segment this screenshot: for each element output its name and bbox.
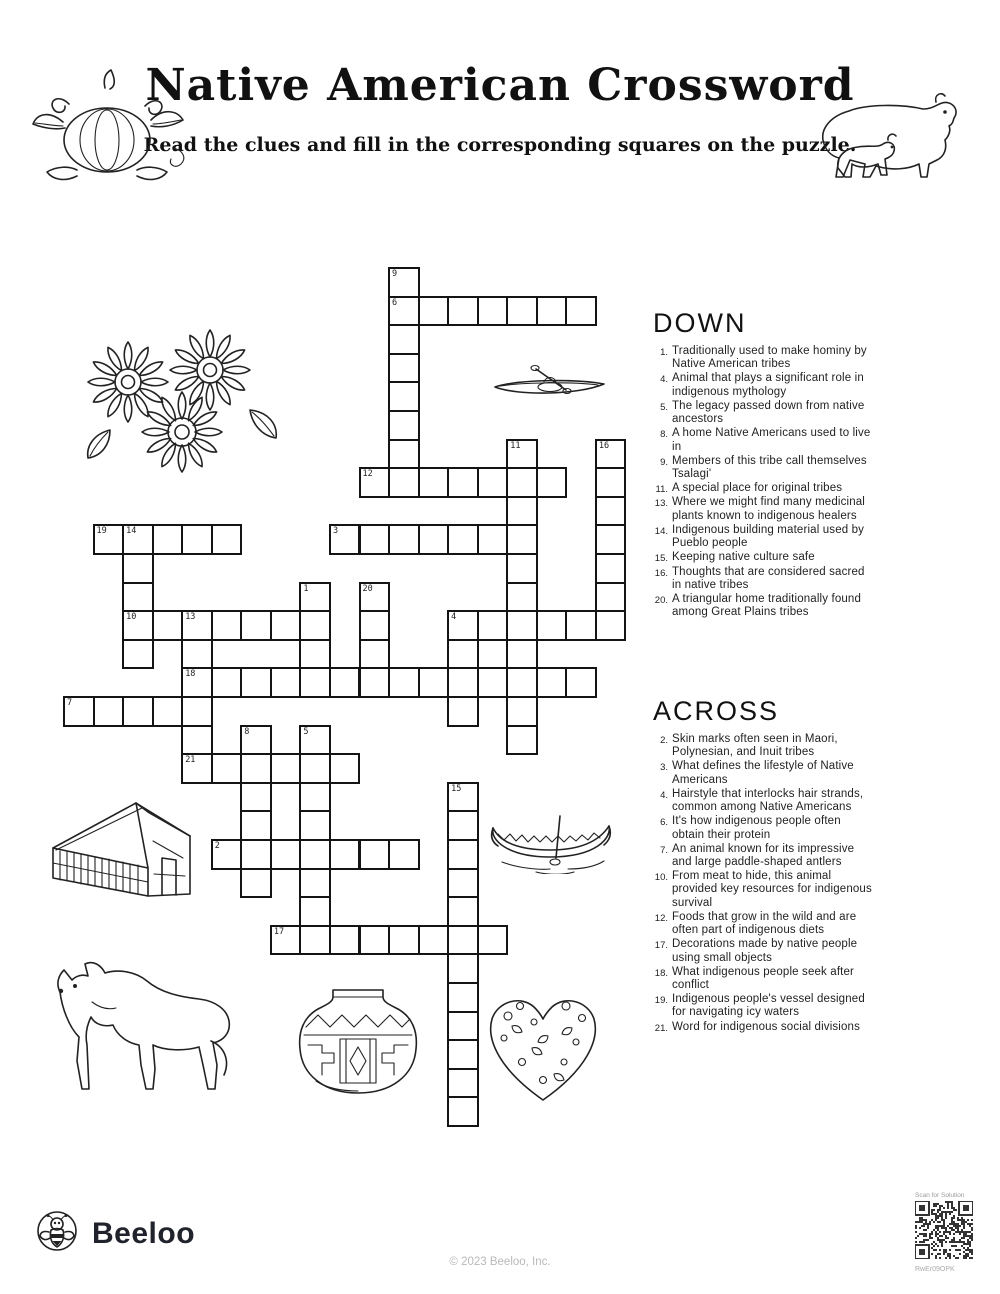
crossword-cell[interactable] — [477, 925, 509, 956]
cell-number: 15 — [451, 783, 462, 794]
crossword-cell[interactable] — [240, 782, 272, 813]
clue-text: Thoughts that are considered sacred in native tribes — [672, 565, 865, 591]
crossword-cell[interactable] — [447, 524, 479, 555]
clue-item — [653, 372, 875, 398]
crossword-cell[interactable] — [299, 839, 331, 870]
clue-text: Traditionally used to make hominy by Native American tribes — [672, 345, 867, 371]
crossword-cell[interactable] — [388, 839, 420, 870]
crossword-cell[interactable] — [388, 410, 420, 441]
crossword-cell[interactable] — [595, 582, 627, 613]
crossword-cell[interactable] — [122, 553, 154, 584]
crossword-cell[interactable] — [595, 496, 627, 527]
qr-label: Scan for Solution — [915, 1192, 965, 1199]
crossword-cell[interactable] — [447, 810, 479, 841]
crossword-cell[interactable] — [447, 839, 479, 870]
crossword-cell[interactable] — [359, 610, 391, 641]
clue-number: 5. — [660, 401, 668, 413]
sunflowers-icon — [70, 320, 315, 488]
crossword-cell[interactable] — [447, 925, 479, 956]
crossword-cell[interactable] — [329, 753, 361, 784]
clue-item — [653, 760, 875, 786]
clue-number: 9. — [660, 456, 668, 468]
cell-number: 10 — [126, 612, 137, 623]
crossword-cell[interactable] — [388, 381, 420, 412]
crossword-cell[interactable] — [240, 868, 272, 899]
crossword-cell[interactable] — [447, 667, 479, 698]
crossword-cell[interactable] — [447, 868, 479, 899]
clue-text: Members of this tribe call themselves Tsalagi' — [672, 454, 867, 480]
bee-logo-icon — [36, 1210, 78, 1257]
cell-number: 4 — [451, 612, 457, 623]
clue-item — [653, 733, 875, 759]
crossword-cell[interactable] — [418, 524, 450, 555]
clue-text: Indigenous people's vessel designed for navigating icy waters — [672, 993, 865, 1019]
crossword-cell[interactable] — [299, 610, 331, 641]
crossword-cell[interactable] — [447, 610, 479, 641]
crossword-cell[interactable] — [447, 782, 479, 813]
clue-item — [653, 593, 875, 619]
crossword-cell[interactable] — [329, 667, 361, 698]
crossword-cell[interactable] — [506, 725, 538, 756]
crossword-cell[interactable] — [181, 725, 213, 756]
clue-number: 10. — [654, 872, 668, 884]
canoe-icon — [488, 812, 616, 874]
crossword-cell[interactable] — [388, 324, 420, 355]
cell-number: 2 — [214, 841, 220, 851]
crossword-cell[interactable] — [388, 925, 420, 956]
clue-text: Animal that plays a significant role in indigenous mythology — [672, 372, 864, 398]
crossword-cell[interactable] — [152, 610, 184, 641]
floral-heart-icon — [478, 978, 608, 1112]
crossword-cell[interactable] — [359, 667, 391, 698]
clue-number: 12. — [654, 912, 668, 924]
crossword-cell[interactable] — [418, 296, 450, 327]
cell-number: 17 — [273, 926, 285, 937]
crossword-cell[interactable] — [299, 925, 331, 956]
clue-number: 19. — [654, 995, 668, 1007]
clue-item — [653, 815, 875, 841]
crossword-cell[interactable] — [122, 524, 154, 555]
clue-text: Where we might find many medicinal plants known to indigenous healers — [672, 496, 866, 522]
crossword-cell[interactable] — [211, 524, 243, 555]
pottery-icon — [288, 983, 428, 1110]
crossword-cell[interactable] — [299, 582, 331, 613]
across-heading: ACROSS — [653, 696, 780, 726]
clue-item — [653, 496, 875, 522]
bear-icon — [808, 76, 973, 200]
cell-number: 12 — [362, 469, 373, 480]
crossword-cell[interactable] — [122, 696, 154, 727]
crossword-cell[interactable] — [299, 725, 331, 756]
crossword-cell[interactable] — [122, 582, 154, 613]
crossword-cell[interactable] — [270, 753, 302, 784]
crossword-cell[interactable] — [447, 1068, 479, 1099]
clue-item — [653, 524, 875, 550]
crossword-cell[interactable] — [477, 667, 509, 698]
clue-number: 4. — [660, 374, 668, 386]
cell-number: 13 — [185, 612, 196, 623]
cell-number: 18 — [185, 669, 196, 680]
cell-number: 16 — [598, 440, 610, 451]
cell-number: 20 — [362, 583, 373, 594]
crossword-cell[interactable] — [240, 839, 272, 870]
cell-number: 6 — [392, 297, 398, 308]
crossword-cell[interactable] — [418, 467, 450, 498]
crossword-cell[interactable] — [63, 696, 95, 727]
crossword-cell[interactable] — [388, 524, 420, 555]
clue-number: 6. — [660, 817, 668, 829]
crossword-cell[interactable] — [447, 467, 479, 498]
crossword-cell[interactable] — [359, 467, 391, 498]
qr-code-text: RwEr09OPK — [915, 1266, 955, 1273]
clue-text: What defines the lifestyle of Native Americans — [672, 760, 854, 786]
crossword-cell[interactable] — [447, 296, 479, 327]
longhouse-icon — [50, 796, 198, 904]
crossword-cell[interactable] — [477, 610, 509, 641]
clue-number: 2. — [660, 735, 668, 746]
clue-number: 21. — [654, 1022, 668, 1034]
crossword-cell[interactable] — [536, 667, 568, 698]
crossword-cell[interactable] — [270, 610, 302, 641]
crossword-cell[interactable] — [359, 582, 391, 613]
clue-text: A home Native Americans used to live in — [672, 427, 871, 453]
crossword-cell[interactable] — [181, 696, 213, 727]
clue-text: Keeping native culture safe — [672, 551, 815, 564]
crossword-cell[interactable] — [418, 925, 450, 956]
clue-number: 17. — [654, 940, 668, 952]
clue-number: 20. — [654, 594, 668, 606]
clue-number: 11. — [655, 484, 668, 496]
crossword-cell[interactable] — [299, 810, 331, 841]
crossword-cell[interactable] — [447, 1011, 479, 1042]
crossword-cell[interactable] — [240, 810, 272, 841]
crossword-cell[interactable] — [152, 524, 184, 555]
crossword-cell[interactable] — [447, 982, 479, 1013]
crossword-cell[interactable] — [536, 610, 568, 641]
cell-number: 8 — [244, 726, 250, 737]
crossword-cell[interactable] — [122, 610, 154, 641]
brand-name: Beeloo — [92, 1216, 196, 1250]
clue-text: Indigenous building material used by Pueblo people — [672, 523, 865, 550]
copyright-text: © 2023 Beeloo, Inc. — [449, 1256, 551, 1268]
crossword-cell[interactable] — [565, 667, 597, 698]
clue-item — [653, 551, 875, 564]
down-clues-section — [653, 308, 875, 620]
clue-text: A triangular home traditionally found among Great Plains tribes — [672, 592, 862, 619]
cell-number: 21 — [185, 755, 196, 766]
clue-text: Hairstyle that interlocks hair strands, common among Native Americans — [672, 787, 864, 814]
crossword-cell[interactable] — [536, 296, 568, 327]
clue-item — [653, 482, 875, 495]
crossword-cell[interactable] — [388, 296, 420, 327]
crossword-cell[interactable] — [93, 696, 125, 727]
cell-number: 5 — [303, 726, 309, 737]
crossword-cell[interactable] — [152, 696, 184, 727]
crossword-cell[interactable] — [211, 839, 243, 870]
crossword-cell[interactable] — [595, 524, 627, 555]
crossword-cell[interactable] — [181, 639, 213, 670]
clue-text: From meat to hide, this animal provided key resources for indigenous survival — [672, 870, 872, 909]
crossword-cell[interactable] — [506, 439, 538, 470]
crossword-cell[interactable] — [240, 667, 272, 698]
wolf-icon — [50, 940, 242, 1098]
clue-number: 4. — [660, 789, 668, 801]
crossword-cell[interactable] — [359, 639, 391, 670]
crossword-cell[interactable] — [299, 782, 331, 813]
clue-number: 18. — [654, 967, 668, 979]
crossword-cell[interactable] — [506, 296, 538, 327]
crossword-cell[interactable] — [211, 667, 243, 698]
qr-section — [915, 1192, 977, 1273]
kayak-icon — [492, 360, 607, 405]
crossword-cell[interactable] — [181, 667, 213, 698]
crossword-cell[interactable] — [122, 639, 154, 670]
crossword-cell[interactable] — [270, 667, 302, 698]
crossword-cell[interactable] — [388, 439, 420, 470]
crossword-cell[interactable] — [595, 610, 627, 641]
clue-number: 16. — [654, 567, 668, 579]
clue-item — [653, 911, 875, 937]
clue-item — [653, 938, 875, 964]
crossword-cell[interactable] — [595, 467, 627, 498]
crossword-cell[interactable] — [299, 896, 331, 927]
crossword-cell[interactable] — [388, 267, 420, 298]
crossword-cell[interactable] — [181, 610, 213, 641]
crossword-cell[interactable] — [506, 696, 538, 727]
clue-text: A special place for original tribes — [672, 482, 843, 495]
crossword-cell[interactable] — [477, 524, 509, 555]
clue-text: What indigenous people seek after conflict — [672, 965, 855, 991]
crossword-cell[interactable] — [447, 1039, 479, 1070]
clue-number: 13. — [654, 498, 668, 510]
cell-number: 19 — [96, 526, 107, 537]
clue-item — [653, 966, 875, 992]
crossword-cell[interactable] — [536, 467, 568, 498]
crossword-cell[interactable] — [329, 925, 361, 956]
clue-number: 14. — [654, 525, 668, 537]
clue-number: 1. — [660, 347, 668, 358]
crossword-cell[interactable] — [181, 524, 213, 555]
crossword-cell[interactable] — [447, 896, 479, 927]
crossword-cell[interactable] — [329, 839, 361, 870]
crossword-cell[interactable] — [506, 524, 538, 555]
crossword-cell[interactable] — [447, 953, 479, 984]
down-clue-list — [653, 345, 875, 619]
crossword-cell[interactable] — [359, 839, 391, 870]
crossword-cell[interactable] — [506, 667, 538, 698]
clue-item — [653, 427, 875, 453]
crossword-cell[interactable] — [329, 524, 361, 555]
crossword-cell[interactable] — [447, 1096, 479, 1127]
crossword-cell[interactable] — [299, 753, 331, 784]
crossword-cell[interactable] — [506, 610, 538, 641]
clue-item — [653, 1021, 875, 1034]
crossword-cell[interactable] — [565, 296, 597, 327]
crossword-cell[interactable] — [506, 467, 538, 498]
crossword-cell[interactable] — [506, 639, 538, 670]
crossword-cell[interactable] — [359, 524, 391, 555]
crossword-cell[interactable] — [477, 296, 509, 327]
page-subtitle: Read the clues and fill in the corresponding squares on the puzzle. — [143, 134, 857, 156]
pumpkin-icon — [25, 58, 190, 186]
clue-item — [653, 788, 875, 814]
clue-number: 7. — [660, 844, 668, 856]
clue-text: Word for indigenous social divisions — [672, 1020, 861, 1033]
crossword-cell[interactable] — [595, 439, 627, 470]
across-clues-section — [653, 696, 875, 1035]
cell-number: 7 — [67, 698, 73, 708]
cell-number: 9 — [392, 269, 398, 279]
down-heading: DOWN — [653, 308, 747, 338]
crossword-cell[interactable] — [388, 353, 420, 384]
crossword-cell[interactable] — [565, 610, 597, 641]
cell-number: 1 — [303, 583, 309, 594]
clue-item — [653, 566, 875, 592]
clue-text: Decorations made by native people using small objects — [672, 938, 858, 964]
clue-number: 15. — [654, 553, 668, 565]
clue-text: The legacy passed down from native ancestors — [672, 399, 865, 426]
crossword-cell[interactable] — [388, 467, 420, 498]
crossword-cell[interactable] — [270, 839, 302, 870]
crossword-cell[interactable] — [270, 925, 302, 956]
crossword-cell[interactable] — [211, 610, 243, 641]
clue-number: 3. — [660, 762, 668, 774]
crossword-cell[interactable] — [299, 667, 331, 698]
crossword-cell[interactable] — [359, 925, 391, 956]
crossword-cell[interactable] — [595, 553, 627, 584]
page-title: Native American Crossword — [145, 60, 855, 111]
crossword-cell[interactable] — [506, 582, 538, 613]
cell-number: 3 — [332, 526, 339, 537]
clue-number: 8. — [660, 429, 668, 441]
across-clue-list — [653, 733, 875, 1034]
cell-number: 14 — [126, 526, 137, 537]
crossword-cell[interactable] — [477, 467, 509, 498]
crossword-cell[interactable] — [506, 553, 538, 584]
crossword-cell[interactable] — [388, 667, 420, 698]
clue-item — [653, 400, 875, 426]
crossword-cell[interactable] — [211, 753, 243, 784]
clue-item — [653, 455, 875, 481]
clue-text: Foods that grow in the wild and are often part of indigenous diets — [672, 910, 857, 937]
clue-item — [653, 345, 875, 371]
crossword-cell[interactable] — [181, 753, 213, 784]
crossword-cell[interactable] — [418, 667, 450, 698]
crossword-cell[interactable] — [299, 639, 331, 670]
crossword-cell[interactable] — [447, 696, 479, 727]
crossword-cell[interactable] — [240, 725, 272, 756]
clue-item — [653, 993, 875, 1019]
clue-text: Skin marks often seen in Maori, Polynesian, and Inuit tribes — [672, 733, 838, 759]
crossword-cell[interactable] — [240, 753, 272, 784]
clue-item — [653, 870, 875, 910]
crossword-cell[interactable] — [447, 639, 479, 670]
cell-number: 11 — [510, 440, 521, 451]
clue-text: It's how indigenous people often obtain their protein — [672, 815, 841, 841]
qr-code — [915, 1201, 973, 1259]
clue-text: An animal known for its impressive and large paddle-shaped antlers — [672, 842, 855, 868]
clue-item — [653, 843, 875, 869]
brand-logo — [36, 1210, 195, 1257]
crossword-cell[interactable] — [93, 524, 125, 555]
crossword-cell[interactable] — [506, 496, 538, 527]
crossword-cell[interactable] — [299, 868, 331, 899]
crossword-cell[interactable] — [240, 610, 272, 641]
